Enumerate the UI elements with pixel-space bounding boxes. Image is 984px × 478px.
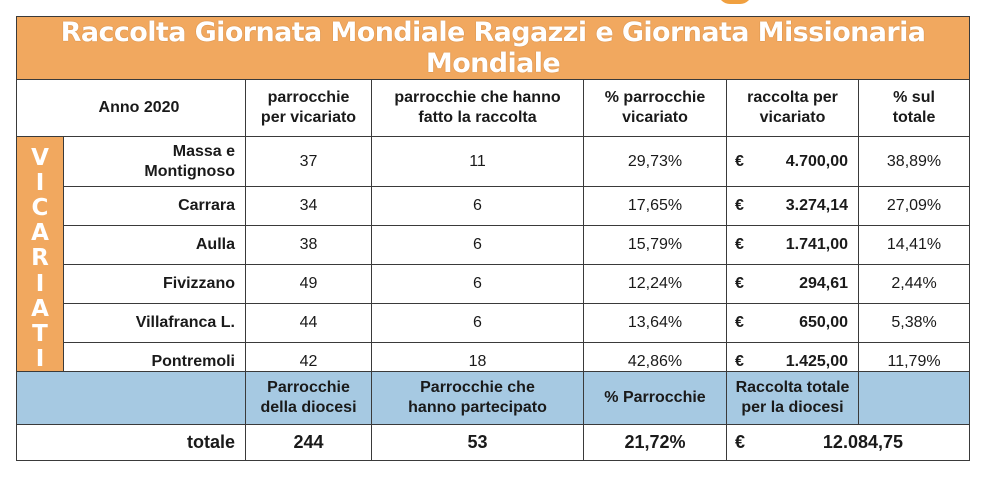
vicariate-name: Aulla [64, 226, 246, 265]
summary-header-total: Raccolta totale per la diocesi [727, 372, 859, 425]
table-row [17, 304, 970, 343]
totals-label: totale [17, 425, 246, 461]
parishes-cell: 44 [246, 304, 372, 343]
share-cell: 14,41% [859, 226, 970, 265]
parishes-cell: 37 [246, 137, 372, 187]
table-row [17, 137, 970, 187]
summary-header-pct: % Parrocchie [584, 372, 727, 425]
parishes-cell: 49 [246, 265, 372, 304]
year-label: Anno 2020 [17, 80, 246, 137]
share-cell: 38,89% [859, 137, 970, 187]
parishes-cell: 38 [246, 226, 372, 265]
amount-cell: € 3.274,14 [727, 187, 859, 226]
summary-header-row [17, 372, 970, 425]
collected-cell: 6 [372, 304, 584, 343]
vicariate-name: Villafranca L. [64, 304, 246, 343]
col-header-amount: raccolta per vicariato [727, 80, 859, 137]
collected-cell: 18 [372, 343, 584, 382]
summary-header-participated: Parrocchie che hanno partecipato [372, 372, 584, 425]
vicariate-name: Pontremoli [64, 343, 246, 382]
share-cell: 27,09% [859, 187, 970, 226]
table-row [17, 226, 970, 265]
col-header-collected: parrocchie che hanno fatto la raccolta [372, 80, 584, 137]
side-label-vicariati: V I C A R I A T I [17, 137, 64, 382]
total-amount: € 12.084,75 [727, 425, 970, 461]
collected-cell: 6 [372, 265, 584, 304]
table-row [17, 187, 970, 226]
summary-blank-header [17, 372, 246, 425]
pct-cell: 13,64% [584, 304, 727, 343]
parishes-cell: 42 [246, 343, 372, 382]
total-pct: 21,72% [584, 425, 727, 461]
total-parishes: 244 [246, 425, 372, 461]
pct-cell: 42,86% [584, 343, 727, 382]
amount-cell: € 1.741,00 [727, 226, 859, 265]
collected-cell: 6 [372, 187, 584, 226]
amount-cell: € 4.700,00 [727, 137, 859, 187]
vicariates-table [16, 16, 970, 382]
pct-cell: 12,24% [584, 265, 727, 304]
parishes-cell: 34 [246, 187, 372, 226]
share-cell: 11,79% [859, 343, 970, 382]
vicariate-name: Massa e Montignoso [64, 137, 246, 187]
diocese-summary-table [16, 371, 970, 461]
collected-cell: 11 [372, 137, 584, 187]
share-cell: 2,44% [859, 265, 970, 304]
table-title: Raccolta Giornata Mondiale Ragazzi e Giornata Missionaria Mondiale [17, 17, 970, 80]
collected-cell: 6 [372, 226, 584, 265]
share-cell: 5,38% [859, 304, 970, 343]
pct-cell: 29,73% [584, 137, 727, 187]
col-header-parishes: parrocchie per vicariato [246, 80, 372, 137]
pct-cell: 15,79% [584, 226, 727, 265]
decorative-orange-shape [718, 0, 752, 4]
summary-header-parishes: Parrocchie della diocesi [246, 372, 372, 425]
header-row [17, 80, 970, 137]
amount-cell: € 294,61 [727, 265, 859, 304]
summary-totals-row [17, 425, 970, 461]
vicariate-name: Carrara [64, 187, 246, 226]
amount-cell: € 1.425,00 [727, 343, 859, 382]
table-row [17, 265, 970, 304]
pct-cell: 17,65% [584, 187, 727, 226]
total-participated: 53 [372, 425, 584, 461]
col-header-share: % sul totale [859, 80, 970, 137]
amount-cell: € 650,00 [727, 304, 859, 343]
vicariate-name: Fivizzano [64, 265, 246, 304]
summary-blank-header-end [859, 372, 970, 425]
col-header-pct: % parrocchie vicariato [584, 80, 727, 137]
